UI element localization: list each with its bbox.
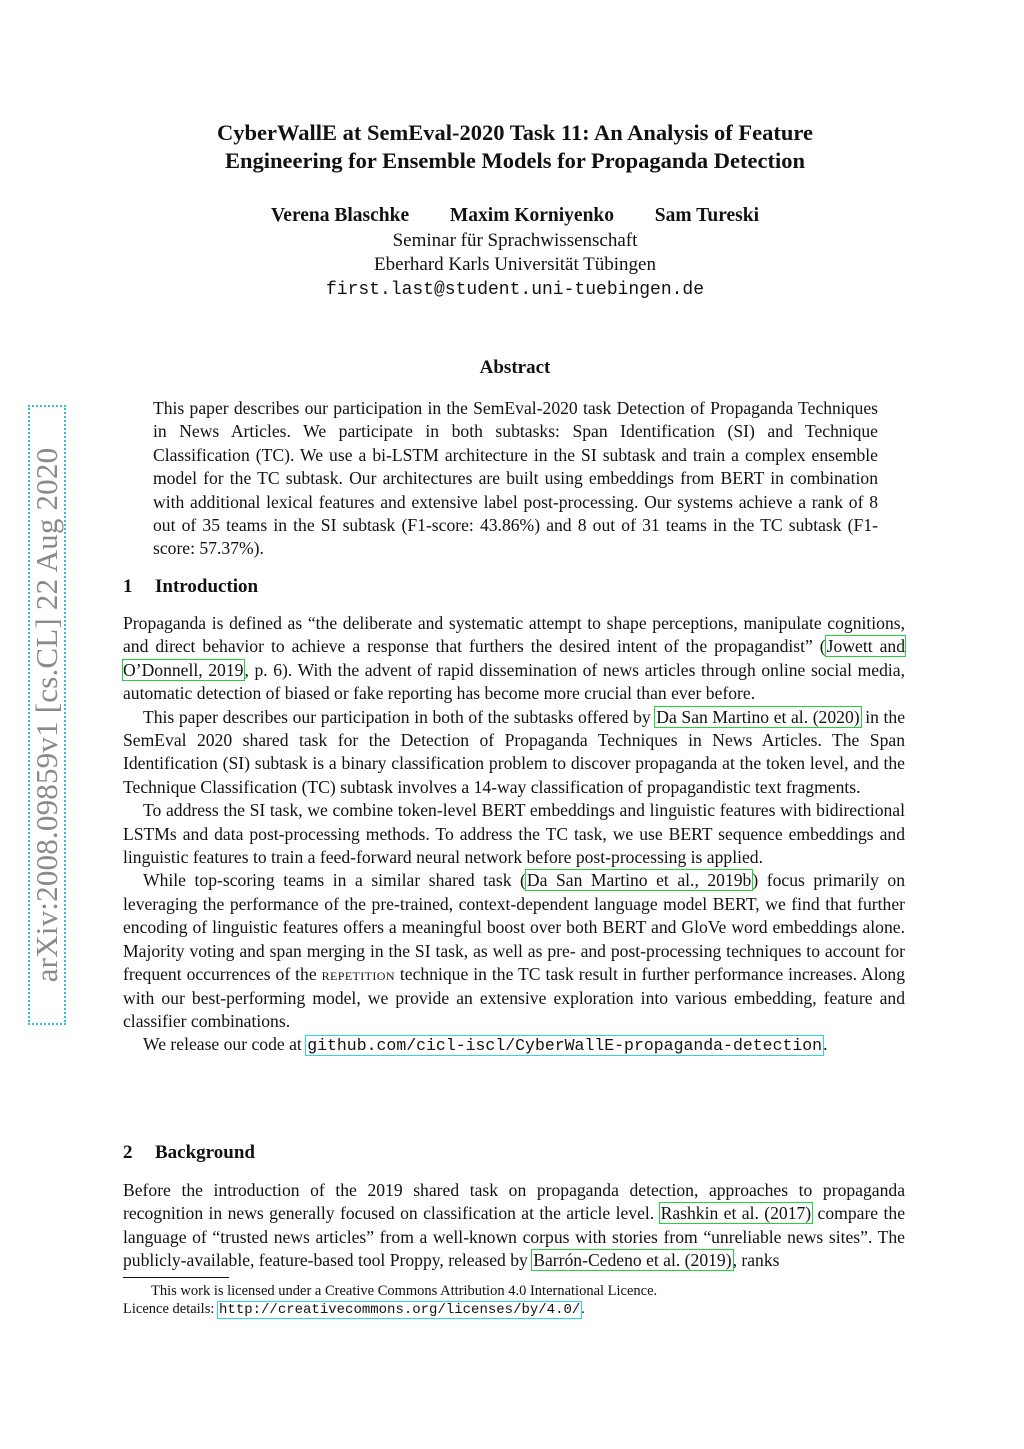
intro-paragraph-3: To address the SI task, we combine token-level BERT embeddings and linguistic features with bidirectional LSTMs and data post-processing methods. To address the TC task, we use BERT sequence embeddings and linguistic features to train a feed-forward neural network before post-processing is applied.: [123, 800, 905, 868]
citation-link[interactable]: Barrón-Cedeno et al. (2019): [533, 1250, 732, 1271]
citation-link[interactable]: Da San Martino et al. (2020): [656, 706, 860, 727]
section-title: Introduction: [155, 576, 259, 597]
license-link[interactable]: http://creativecommons.org/licenses/by/4.0/: [219, 1302, 581, 1318]
citation-link[interactable]: Jowett and O’Donnell, 2019: [123, 636, 905, 680]
intro-paragraph-5: We release our code at github.com/cicl-iscl/CyberWallE-propaganda-detection.: [143, 1034, 828, 1056]
intro-paragraph-4: While top-scoring teams in a similar shared task (Da San Martino et al., 2019b) focus primarily on leveraging the performance of the pre-trained, context-dependent language model BERT, we find that further encoding of linguistic features offers a meaningful boost over both BERT and GloVe word embeddings alone. Majority voting and span merging in the SI task, as well as pre- and post-processing techniques to account for frequent occurrences of the repetition technique in the TC task result in further performance increases. Along with our best-performing model, we provide an extensive exploration into various embedding, feature and classifier combinations.: [123, 870, 905, 1031]
title-line-2: Engineering for Ensemble Models for Propaganda Detection: [225, 148, 805, 173]
license-statement: This work is licensed under a Creative Commons Attribution 4.0 International Licence.: [151, 1283, 658, 1299]
paper-title: [120, 119, 910, 175]
intro-paragraph-2: This paper describes our participation in both of the subtasks offered by Da San Martino et al. (2020) in the SemEval 2020 shared task for the Detection of Propaganda Techniques in News Articles. The Span Identification (SI) subtask is a binary classification problem to discover propaganda at the token level, and the Technique Classification (TC) subtask involves a 14-way classification of propagandistic text fragments.: [123, 706, 906, 797]
section-heading-background: [123, 1142, 255, 1164]
section-title: Background: [155, 1142, 255, 1163]
section-number: 2: [123, 1142, 133, 1163]
citation-link[interactable]: Rashkin et al. (2017): [660, 1203, 812, 1224]
arxiv-stamp: [28, 405, 66, 1025]
section-number: 1: [123, 576, 133, 597]
affiliation-university: Eberhard Karls Universität Tübingen: [374, 254, 656, 275]
title-line-1: CyberWallE at SemEval-2020 Task 11: An Analysis of Feature: [217, 120, 813, 145]
footnote-divider: [123, 1277, 229, 1278]
arxiv-identifier: arXiv:2008.09859v1 [cs.CL] 22 Aug 2020: [29, 447, 64, 983]
author-name: Maxim Korniyenko: [449, 205, 615, 226]
license-details: Licence details: http://creativecommons.org/licenses/by/4.0/.: [123, 1301, 585, 1318]
background-paragraph-1: Before the introduction of the 2019 shared task on propaganda detection, approaches to propaganda recognition in news generally focused on classification at the article level. Rashkin et al. (2017) compare the language of “trusted news articles” from a well-known corpus with stories from “unreliable news sites”. The publicly-available, feature-based tool Proppy, released by Barrón-Cedeno et al. (2019), ranks: [123, 1180, 905, 1271]
author-name: Sam Tureski: [654, 205, 759, 226]
code-repository-link[interactable]: github.com/cicl-iscl/CyberWallE-propaganda-detection: [307, 1036, 823, 1056]
affiliation-seminar: Seminar für Sprachwissenschaft: [392, 230, 638, 251]
citation-link[interactable]: Da San Martino et al., 2019b: [526, 870, 752, 891]
author-email: first.last@student.uni-tuebingen.de: [325, 280, 705, 300]
technique-name: repetition: [321, 964, 395, 985]
author-name: Verena Blaschke: [271, 205, 410, 226]
abstract-heading: Abstract: [479, 357, 551, 378]
introduction-body: [123, 612, 905, 1058]
author-list: [120, 204, 910, 228]
affiliation: [120, 229, 910, 302]
intro-paragraph-1: Propaganda is defined as “the deliberate and systematic attempt to shape perceptions, manipulate cognitions, and direct behavior to achieve a response that furthers the desired intent of the propagandist” (Jowett and O’Donnell, 2019, p. 6). With the advent of rapid dissemination of news articles through online social media, automatic detection of biased or fake reporting has become more crucial than ever before.: [123, 613, 905, 704]
background-body: [123, 1179, 905, 1273]
section-heading-introduction: [123, 576, 258, 598]
abstract-text: This paper describes our participation in the SemEval-2020 task Detection of Propaganda Techniques in News Articles. We participate in both subtasks: Span Identification (SI) and Technique Classification (TC). We use a bi-LSTM architecture in the SI subtask and train a complex ensemble model for the TC subtask. Our architectures are built using embeddings from BERT in combination with additional lexical features and extensive label post-processing. Our systems achieve a rank of 8 out of 35 teams in the SI subtask (F1-score: 43.86%) and 8 out of 31 teams in the TC subtask (F1-score: 57.37%).: [153, 398, 878, 559]
footnote: [123, 1282, 905, 1319]
